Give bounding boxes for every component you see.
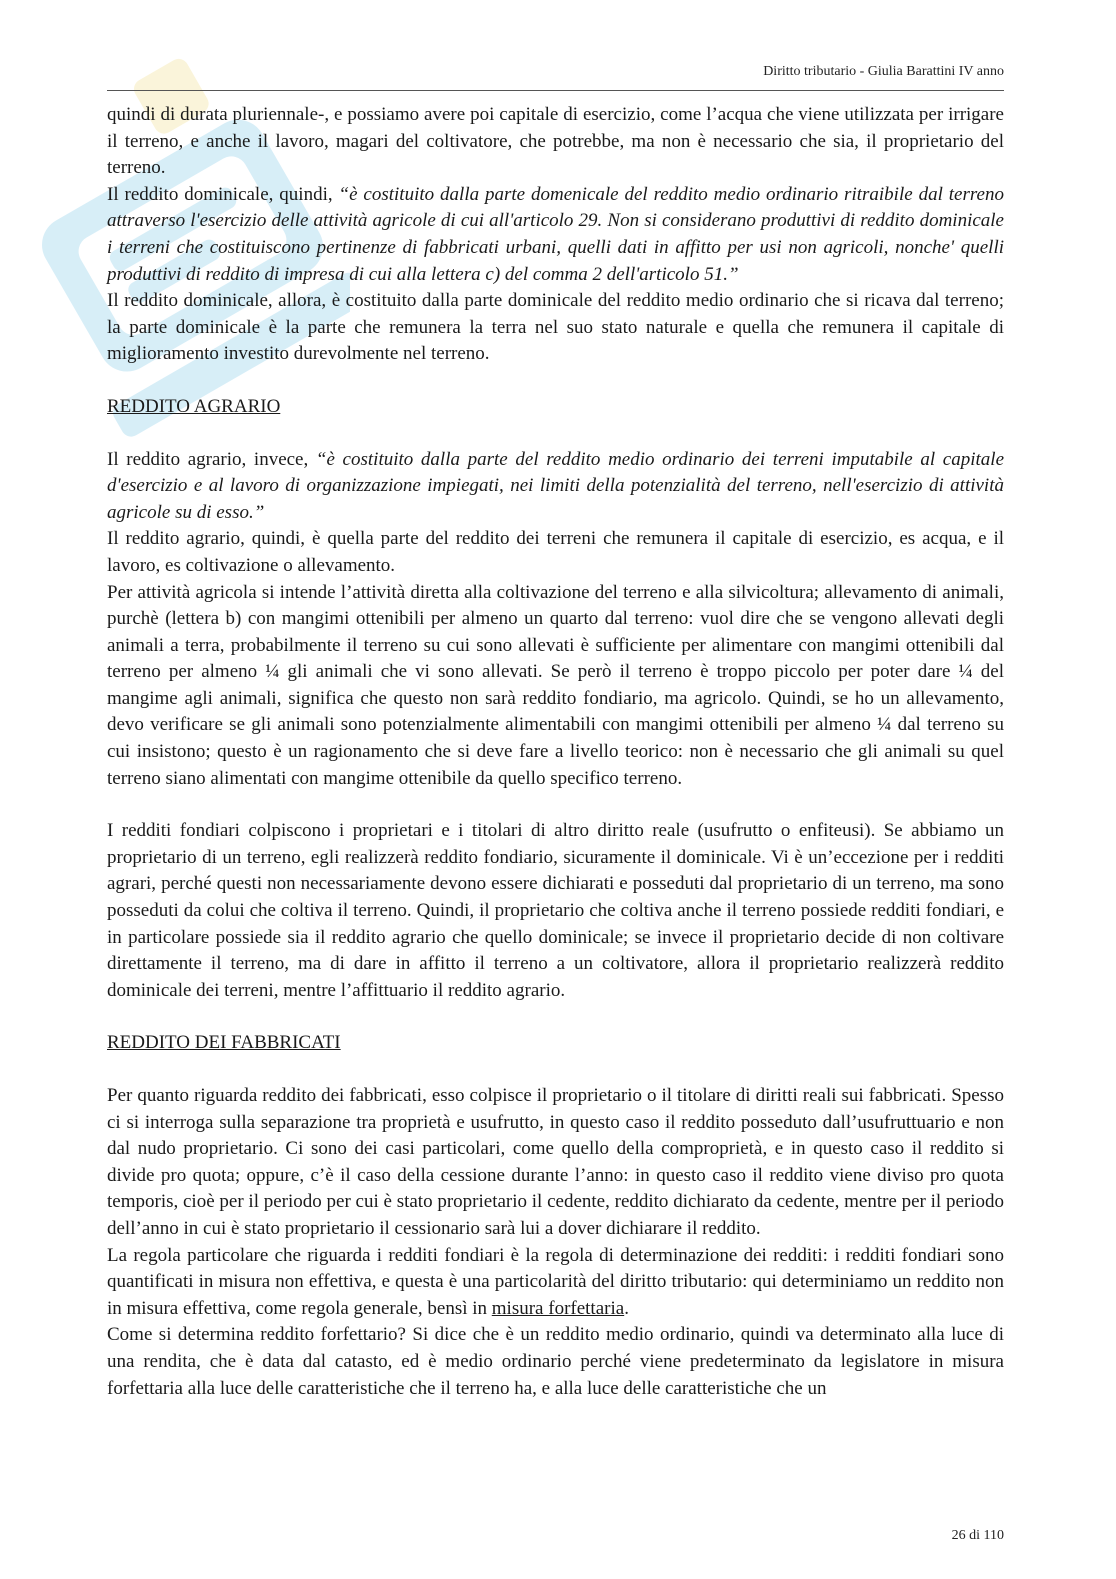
document-body bbox=[107, 102, 1004, 1402]
paragraph: quindi di durata pluriennale-, e possiamo avere poi capitale di esercizio, come l’acqua che viene utilizzata per irrigare il terreno, e anche il lavoro, magari del coltivatore, che potrebbe, ma non è necessario che sia, il proprietario del terreno. bbox=[107, 104, 1004, 179]
paragraph-with-quote bbox=[107, 447, 1004, 527]
running-header: Diritto tributario - Giulia Barattini IV anno bbox=[763, 64, 1004, 79]
header-divider bbox=[107, 90, 1004, 91]
paragraph-tail: . bbox=[624, 1297, 629, 1319]
paragraph: Il reddito dominicale, allora, è costituito dalla parte dominicale del reddito medio ordinario che si ricava dal terreno; la parte dominicale è la parte che remunera la terra nel suo stato naturale e quella che remunera il capitale di miglioramento investito durevolmente nel terreno. bbox=[107, 290, 1004, 365]
section-heading-reddito-agrario: REDDITO AGRARIO bbox=[107, 395, 281, 417]
legal-quote: “è costituito dalla parte domenicale del reddito medio ordinario ritraibile dal terreno attraverso l'esercizio delle attività agricole di cui all'articolo 29. Non si considerano produttivi di reddito dominicale i terreni che costituiscono pertinenze di fabbricati urbani, quelli dati in affitto per usi non agricoli, nonche' quelli produttivi di reddito di impresa di cui alla lettera c) del comma 2 dell'articolo 51.” bbox=[107, 183, 1004, 285]
paragraph: Il reddito agrario, quindi, è quella parte del reddito dei terreni che remunera il capitale di esercizio, es acqua, e il lavoro, es coltivazione o allevamento. bbox=[107, 528, 1004, 576]
page-number: 26 di 110 bbox=[951, 1528, 1004, 1543]
paragraph: Come si determina reddito forfettario? Si dice che è un reddito medio ordinario, quindi va determinato alla luce di una rendita, che è data dal catasto, ed è medio ordinario perché viene predeterminato da legislatore in misura forfettaria alla luce delle caratteristiche che il terreno ha, e alla luce delle caratteristiche che un bbox=[107, 1324, 1004, 1399]
paragraph: Per quanto riguarda reddito dei fabbricati, esso colpisce il proprietario o il titolare di diritti reali sui fabbricati. Spesso ci si interroga sulla separazione tra proprietà e usufrutto, in questo caso il reddito posseduto dall’usufruttuario e non dal nudo proprietario. Ci sono dei casi particolari, come quello della comproprietà, e in questo caso il reddito si divide pro quota; oppure, c’è il caso della cessione durante l’anno: in questo caso il reddito viene diviso pro quota temporis, cioè per il periodo per cui è stato proprietario il cedente, reddito dichiarato da cedente, mentre per il periodo dell’anno in cui è stato proprietario il cessionario sarà lui a dover dichiarare il reddito. bbox=[107, 1085, 1004, 1239]
paragraph: I redditi fondiari colpiscono i proprietari e i titolari di altro diritto reale (usufrutto o enfiteusi). Se abbiamo un proprietario di un terreno, egli realizzerà reddito fondiario, sicuramente il dominicale. Vi è un’eccezione per i redditi agrari, perché questi non necessariamente devono essere dichiarati e posseduti dal proprietario di un terreno, ma sono posseduti da colui che coltiva il terreno. Quindi, il proprietario che coltiva anche il terreno possiede redditi fondiari, e in particolare possiede sia il reddito agrario che quello dominicale; se invece il proprietario decide di non coltivare direttamente il terreno, ma di dare in affitto il terreno a un coltivatore, allora il proprietario realizzerà reddito dominicale dei terreni, mentre l’affittuario il reddito agrario. bbox=[107, 820, 1004, 1001]
paragraph-lead: Il reddito agrario, invece, bbox=[107, 448, 316, 470]
paragraph-lead: Il reddito dominicale, quindi, bbox=[107, 183, 339, 205]
legal-quote: “è costituito dalla parte del reddito medio ordinario dei terreni imputabile al capitale d'esercizio e al lavoro di organizzazione impiegati, nei limiti della potenzialità del terreno, nell'esercizio di attività agricole su di esso.” bbox=[107, 448, 1004, 523]
underlined-term: misura forfettaria bbox=[491, 1297, 625, 1319]
section-heading-reddito-fabbricati: REDDITO DEI FABBRICATI bbox=[107, 1032, 341, 1054]
paragraph-with-quote bbox=[107, 182, 1004, 288]
paragraph-lead: La regola particolare che riguarda i redditi fondiari è la regola di determinazione dei redditi: i redditi fondiari sono quantificati in misura non effettiva, e questa è una particolarità del diritto tributario: qui determiniamo un reddito non in misura effettiva, come regola generale, bensì in bbox=[107, 1244, 1004, 1319]
paragraph-with-underline bbox=[107, 1243, 1004, 1323]
paragraph: Per attività agricola si intende l’attività diretta alla coltivazione del terreno e alla silvicoltura; allevamento di animali, purchè (lettera b) con mangimi ottenibili per almeno un quarto dal terreno: vuol dire che se vengono allevati degli animali a terra, probabilmente il terreno su cui sono allevati è sufficiente per alimentare con mangimi ottenibili dal terreno per almeno ¼ gli animali che vi sono allevati. Se però il terreno è troppo piccolo per poter dare ¼ del mangime agli animali, significa che questo non sarà reddito fondiario, ma agricolo. Quindi, se ho un allevamento, devo verificare se gli animali sono potenzialmente alimentabili con mangimi ottenibili per almeno ¼ dal terreno su cui insistono; questo è un ragionamento che si deve fare a livello teorico: non è necessario che gli animali su quel terreno siano alimentati con mangime ottenibile da quello specifico terreno. bbox=[107, 581, 1004, 789]
